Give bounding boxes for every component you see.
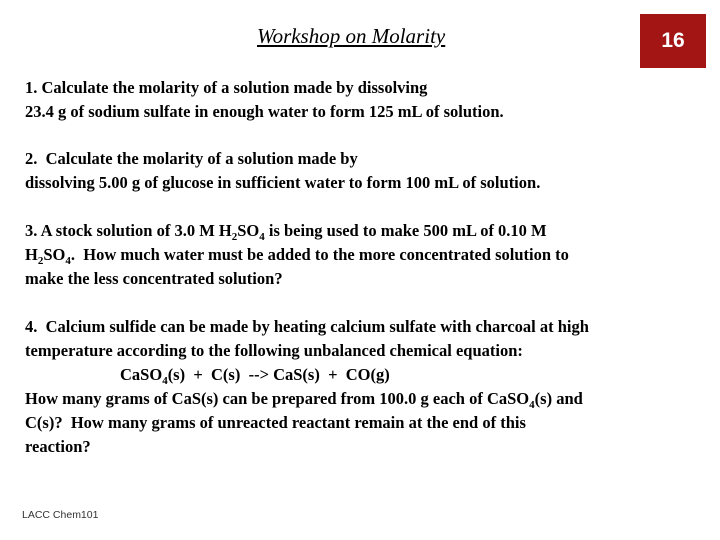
chemical-equation: CaSO$_4$(s) + C(s) --> CaS(s) + CO(g)	[120, 365, 390, 387]
footer-course-label: LACC Chem101	[22, 509, 99, 521]
question-3-line-1: 3. A stock solution of 3.0 M $H_2SO_4$ is being used to make 500 mL of 0.10 M	[25, 221, 547, 243]
question-4-line-6: reaction?	[25, 437, 91, 456]
question-4-line-4: How many grams of CaS(s) can be prepared from 100.0 g each of CaSO$_4$(s) and	[25, 389, 583, 411]
question-1	[25, 76, 715, 124]
question-3-line-2: $H_2SO_4$. How much water must be added to the more concentrated solution to	[25, 245, 569, 267]
page-title: Workshop on Molarity	[257, 24, 446, 48]
question-3-line-3: make the less concentrated solution?	[25, 269, 283, 288]
question-4	[25, 315, 715, 459]
question-4-line-5: C(s)? How many grams of unreacted reactant remain at the end of this	[25, 413, 526, 432]
question-3	[25, 219, 715, 291]
question-4-line-2: temperature according to the following unbalanced chemical equation:	[25, 341, 523, 360]
question-1-line-2: 23.4 g of sodium sulfate in enough water to form 125 mL of solution.	[25, 102, 504, 121]
slide-number-badge	[640, 14, 706, 68]
question-2-line-2: dissolving 5.00 g of glucose in sufficient water to form 100 mL of solution.	[25, 173, 541, 192]
question-2	[25, 147, 715, 195]
question-2-line-1: 2. Calculate the molarity of a solution made by	[25, 149, 358, 168]
slide-number: 16	[661, 29, 685, 52]
question-1-line-1: 1. Calculate the molarity of a solution made by dissolving	[25, 78, 428, 97]
question-4-line-1: 4. Calcium sulfide can be made by heating calcium sulfate with charcoal at high	[25, 317, 589, 336]
